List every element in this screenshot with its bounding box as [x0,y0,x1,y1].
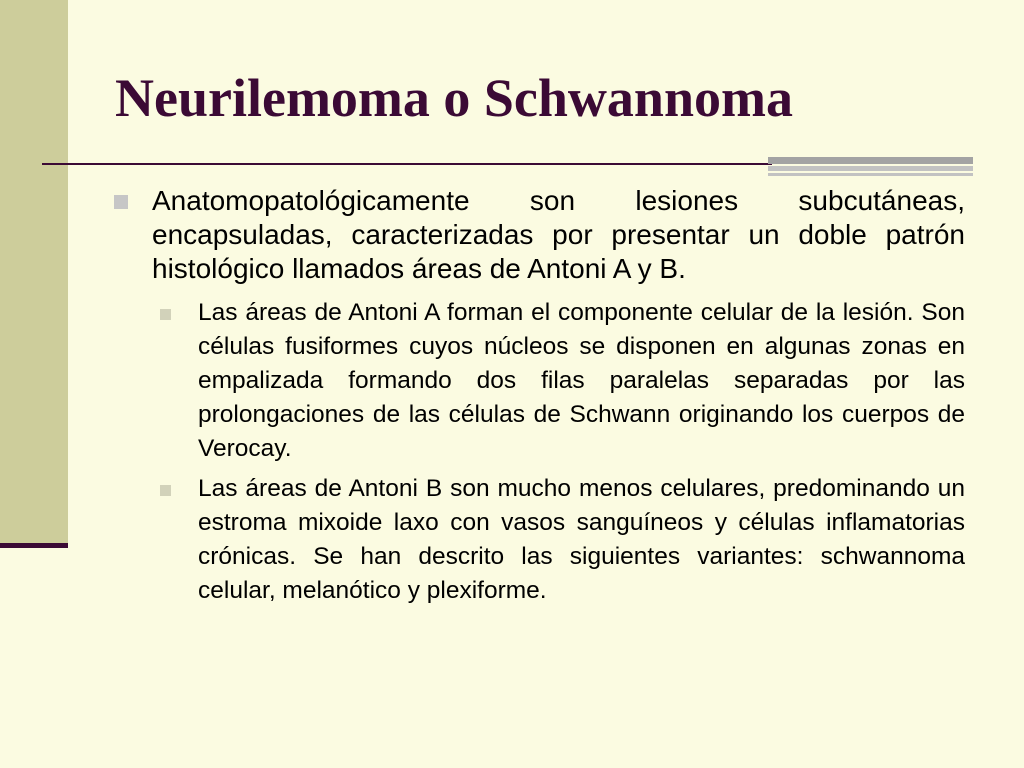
bullet-item [110,184,965,286]
sub-bullet-text: Las áreas de Antoni A forman el componente celular de la lesión. Son células fusiformes cuyos núcleos se disponen en algunas zonas en empalizada formando dos filas paralelas separadas por las prolongaciones de las células de Schwann originando los cuerpos de Verocay. [198,299,965,462]
accent-bar-top [768,157,973,164]
square-bullet-icon [160,485,171,496]
sub-bullet-item [156,296,965,466]
left-decorative-band [0,0,68,545]
sub-bullet-text: Las áreas de Antoni B son mucho menos celulares, predominando un estroma mixoide laxo con vasos sanguíneos y células inflamatorias crónicas. Se han descrito las siguientes variantes: schwannoma celular, melanótico y plexiforme. [198,475,965,604]
title-underline [42,163,772,165]
slide-body [110,184,965,614]
square-bullet-icon [114,195,128,209]
square-bullet-icon [160,309,171,320]
sub-bullet-item [156,472,965,608]
accent-bar-bottom [768,173,973,176]
left-band-rule [0,543,68,548]
bullet-text: Anatomopatológicamente son lesiones subcutáneas, encapsuladas, caracterizadas por presentar un doble patrón histológico llamados áreas de Antoni A y B. [152,185,965,284]
slide-title: Neurilemoma o Schwannoma [115,68,793,128]
accent-bar-middle [768,166,973,171]
